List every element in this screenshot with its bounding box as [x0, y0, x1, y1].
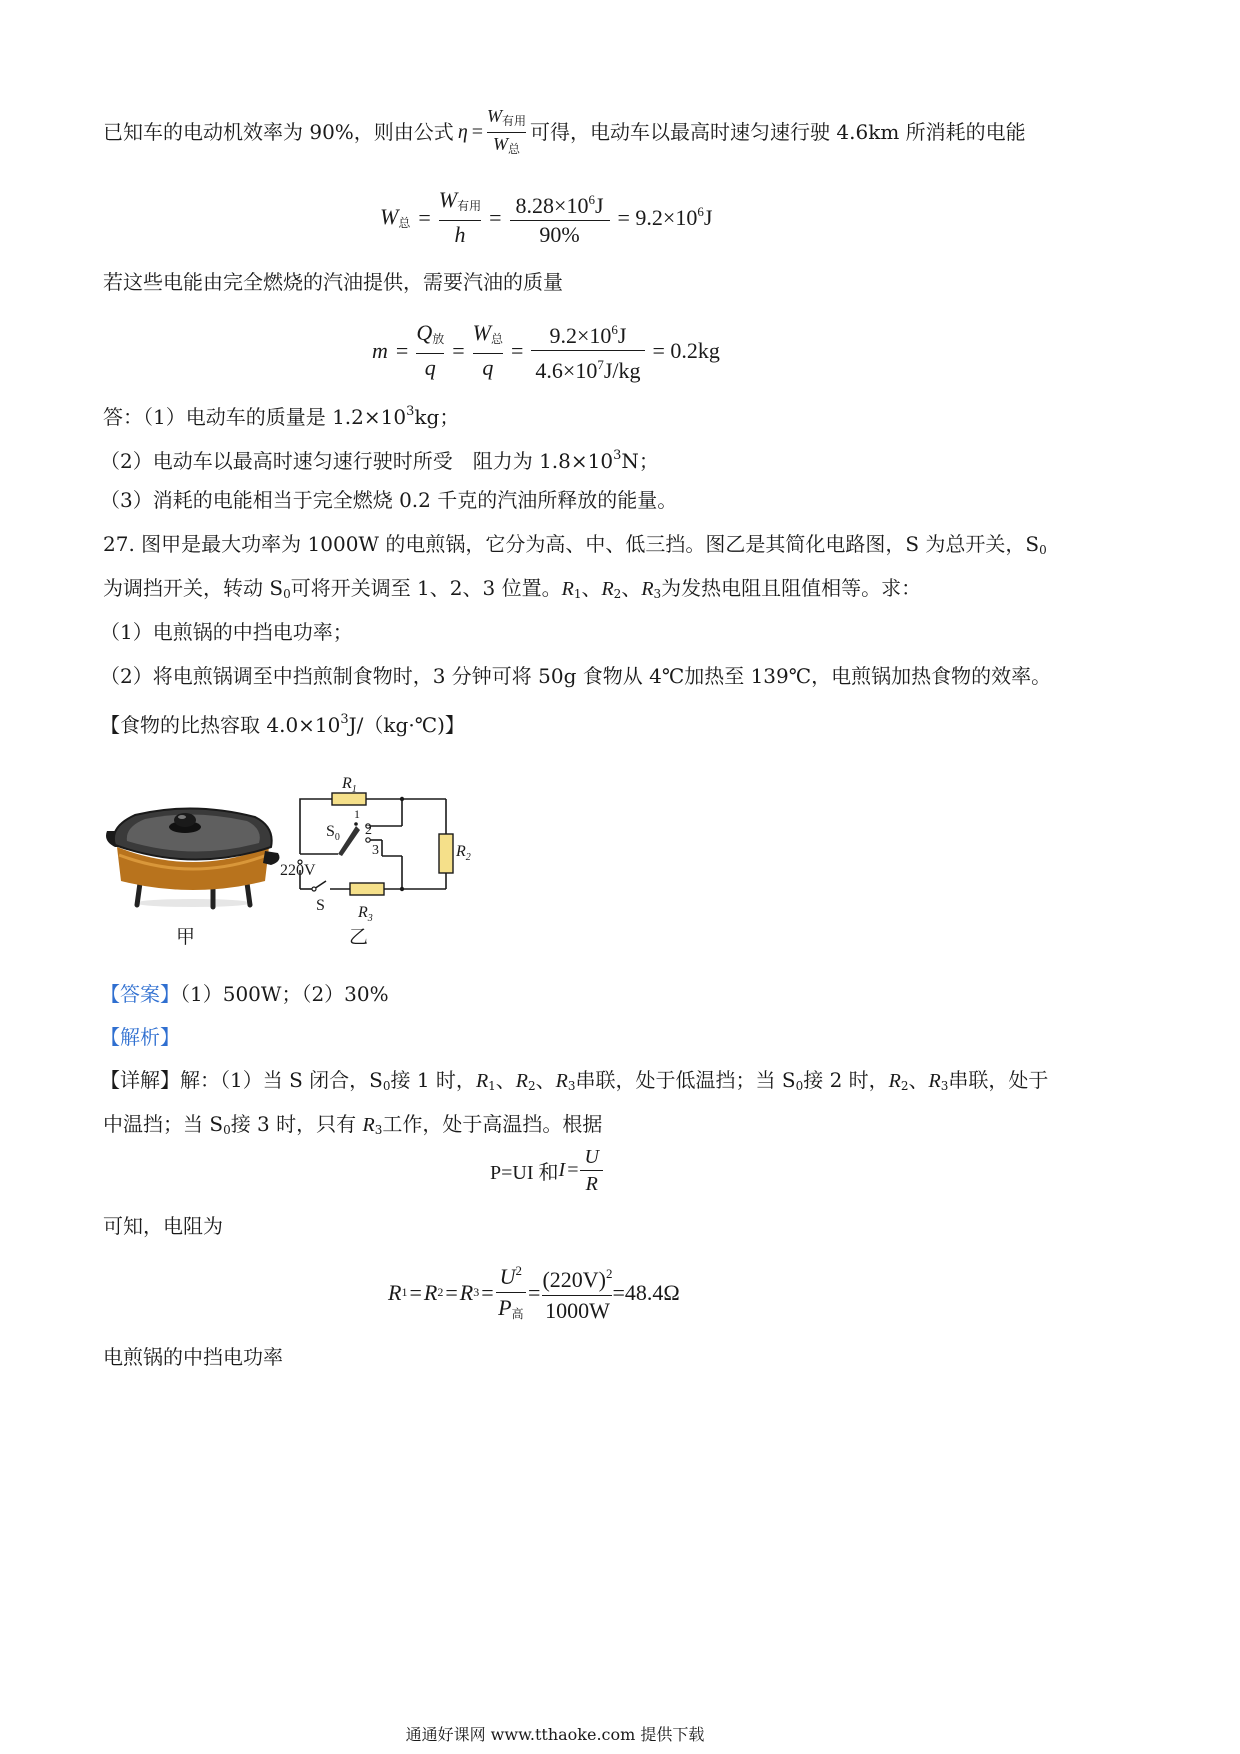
- circuit-diagram: [276, 768, 476, 944]
- text-line-fuel: 若这些电能由完全燃烧的汽油提供，需要汽油的质量: [103, 270, 563, 294]
- label-position-2: 2: [365, 823, 372, 838]
- answer-line-1: 答：（1）电动车的质量是 $1.2\times 10^3kg$；: [103, 404, 460, 429]
- equation-resistance: R 1 = R 2 = R 3 = $\frac{U^2}{P_高}$ = $\frac{(220V)^2}{1000W}$ =48.4Ω: [388, 1256, 680, 1329]
- analysis-tag: 【解析】: [100, 1025, 180, 1049]
- detail-line-2: 中温挡；当 $S_0$接 3 时，只有 $R_3$工作，处于高温挡。根据: [103, 1112, 603, 1137]
- caption-yi: 乙: [349, 926, 369, 948]
- caption-jia: 甲: [176, 926, 196, 948]
- text-line-mid-power: 电煎锅的中挡电功率: [103, 1345, 283, 1369]
- specific-heat-note: 【食物的比热容取 $4.0\times 10^3J/(kg\cdot℃)$】: [100, 712, 465, 737]
- electric-pan-image: [105, 795, 280, 915]
- footer-source: 通通好课网 www.tthaoke.com 提供下载: [405, 1725, 705, 1744]
- label-switch-s: S: [316, 897, 325, 914]
- text-line-efficiency: [103, 105, 1026, 156]
- equation-total-energy: $W_总$ = $\frac{W_{有用}}{h}$ = $\frac{8.28\times 10^6J}{90\%}$ = $9.2\times 10^6J$: [380, 187, 713, 247]
- answer-row: [100, 980, 389, 1008]
- answer-text: （1）500W；（2）30%: [180, 982, 389, 1006]
- label-position-1: 1: [354, 807, 360, 821]
- answer-line-2: （2）电动车以最高时速匀速行驶时所受 阻力为 $1.8\times 10^3N$；: [100, 448, 659, 473]
- label-r1: $R_1$: [342, 775, 357, 795]
- question-27-line-1: 27. 图甲是最大功率为 1000W 的电煎锅，它分为高、中、低三挡。图乙是其简化电路图，S 为总开关，$S_0$: [103, 532, 1047, 557]
- question-27-sub-1: （1）电煎锅的中挡电功率；: [100, 620, 353, 644]
- text-line-resistance: 可知，电阻为: [103, 1214, 223, 1238]
- label-r3: $R_3$: [358, 904, 373, 924]
- detail-line-1: 【详解】解：（1）当 S 闭合，$S_0$接 1 时，$R_1$、$R_2$、$R_3$串联，处于低温挡；当 $S_0$接 2 时，$R_2$、$R_3$串联，处于: [100, 1068, 1049, 1093]
- efficiency-text-post: 可得，电动车以最高时速匀速行驶 4.6km 所消耗的电能: [530, 120, 1026, 144]
- label-position-3: 3: [372, 843, 379, 858]
- equals-sign: =: [471, 121, 484, 143]
- label-r2: $R_2$: [456, 843, 471, 863]
- efficiency-text-pre: 已知车的电动机效率为 90%，则由公式: [103, 120, 454, 144]
- equation-fuel-mass: m = $\frac{Q_放}{q}$ = $\frac{W_总}{q}$ = $\frac{9.2\times 10^6J}{4.6\times 10^7J/kg}$ = 0.2kg: [372, 320, 720, 383]
- label-220v: 220V: [280, 862, 316, 879]
- efficiency-fraction: $\frac{W_{有用}}{W_总}$: [487, 105, 526, 160]
- label-s0: $S_0$: [326, 823, 340, 843]
- formula-power: P=UI 和 I = $\frac{U}{R}$: [490, 1144, 603, 1197]
- question-27-sub-2: （2）将电煎锅调至中挡煎制食物时，3 分钟可将 50g 食物从 4℃加热至 139℃，电煎锅加热食物的效率。: [100, 664, 1052, 688]
- question-27-line-2: 为调挡开关，转动 $S_0$可将开关调至 1、2、3 位置。$R_1$、$R_2$、$R_3$为发热电阻且阻值相等。求：: [103, 576, 922, 601]
- answer-line-3: （3）消耗的电能相当于完全燃烧 0.2 千克的汽油所释放的能量。: [100, 488, 678, 512]
- eta-symbol: η: [457, 121, 468, 143]
- answer-tag: 【答案】: [100, 982, 180, 1006]
